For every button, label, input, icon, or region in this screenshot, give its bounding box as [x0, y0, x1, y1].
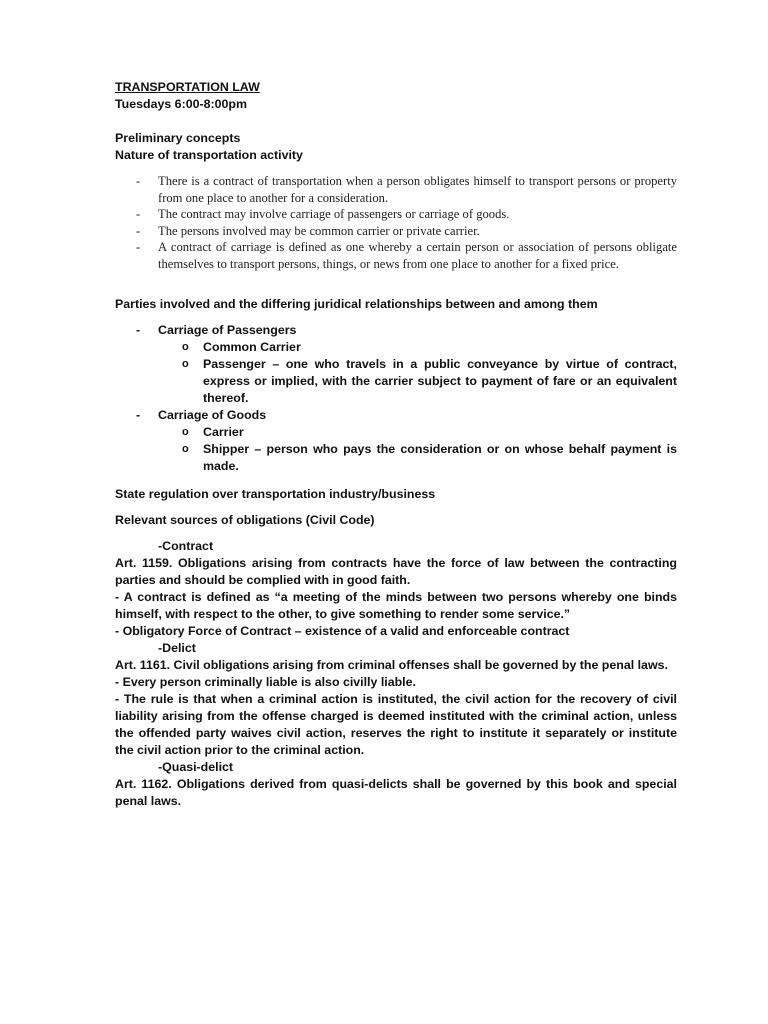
contract-label: -Contract [158, 539, 214, 553]
list-item: - A contract of carriage is defined as one whereby a certain person or association of persons obligate themselves to transport persons, things, or news from one place to another for a fixed price. [115, 239, 677, 272]
list-item: o Shipper – person who pays the consideration or on whose behalf payment is made. [158, 441, 677, 475]
delict-note: - Every person criminally liable is also civilly liable. [115, 675, 416, 689]
article-1162: Art. 1162. Obligations derived from quasi-delicts shall be governed by this book and special penal laws. [115, 777, 677, 808]
section-heading-nature: Nature of transportation activity [115, 148, 303, 162]
section-heading-parties: Parties involved and the differing juridical relationships between and among them [115, 297, 598, 311]
class-schedule: Tuesdays 6:00-8:00pm [115, 97, 247, 111]
list-item: - The contract may involve carriage of passengers or carriage of goods. [115, 206, 677, 223]
document-title: TRANSPORTATION LAW [115, 80, 260, 94]
nature-bullet-list [115, 173, 677, 273]
list-item [115, 407, 677, 475]
group-label-passengers: Carriage of Passengers [158, 323, 297, 337]
list-item: - There is a contract of transportation when a person obligates himself to transport persons or property from one place to another for a consideration. [115, 173, 677, 206]
section-heading-sources: Relevant sources of obligations (Civil Code) [115, 513, 375, 527]
delict-label: -Delict [158, 641, 196, 655]
quasi-delict-label: -Quasi-delict [158, 760, 234, 774]
list-item [115, 322, 677, 407]
section-heading-preliminary: Preliminary concepts [115, 131, 241, 145]
contract-note: - A contract is defined as “a meeting of the minds between two persons whereby one binds himself, with respect to the other, to give something to render some service.” [115, 590, 677, 621]
section-heading-state-regulation: State regulation over transportation industry/business [115, 487, 436, 501]
article-1161: Art. 1161. Civil obligations arising from criminal offenses shall be governed by the penal laws. [115, 658, 668, 672]
parties-list [115, 322, 677, 475]
list-item: - The persons involved may be common carrier or private carrier. [115, 223, 677, 240]
delict-note: - The rule is that when a criminal action is instituted, the civil action for the recovery of civil liability arising from the offense charged is deemed instituted with the criminal action, unless the offended party waives civil action, reserves the right to institute it separately or institute the civil action prior to the criminal action. [115, 692, 677, 757]
list-item: o Common Carrier [158, 339, 677, 356]
list-item: o Passenger – one who travels in a public conveyance by virtue of contract, express or implied, with the carrier subject to payment of fare or an equivalent thereof. [158, 356, 677, 407]
article-1159: Art. 1159. Obligations arising from contracts have the force of law between the contracting parties and should be complied with in good faith. [115, 556, 677, 587]
list-item: o Carrier [158, 424, 677, 441]
sources-body [115, 538, 677, 810]
contract-note: - Obligatory Force of Contract – existence of a valid and enforceable contract [115, 624, 570, 638]
group-label-goods: Carriage of Goods [158, 408, 267, 422]
